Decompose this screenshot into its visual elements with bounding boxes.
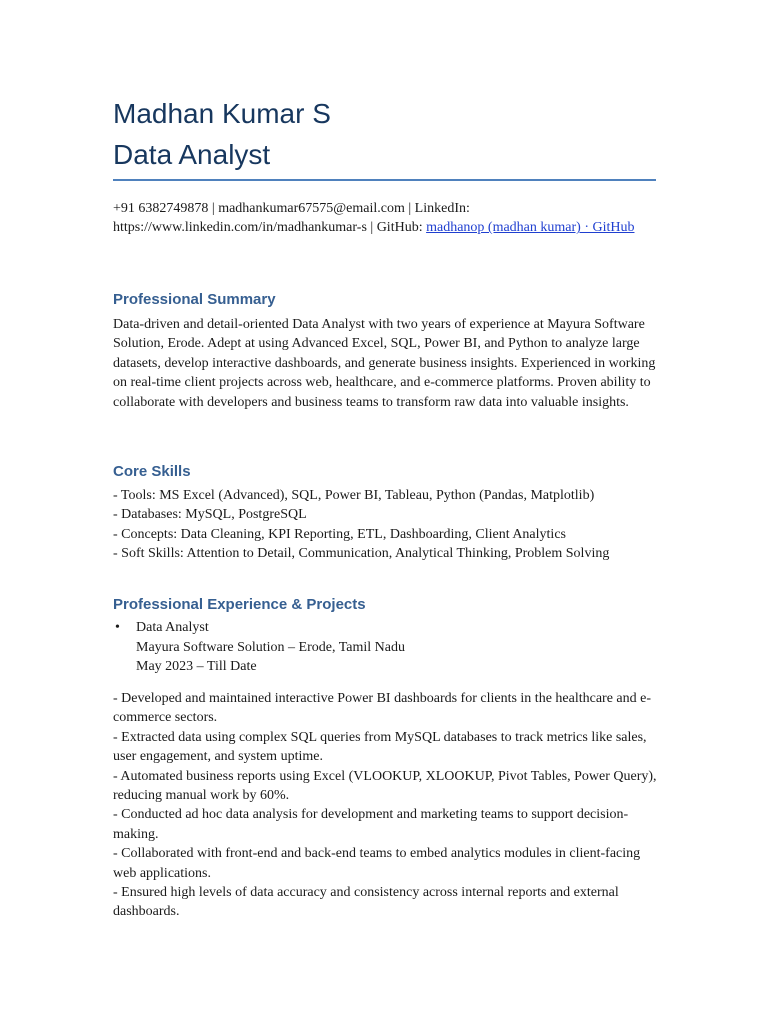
experience-item: - Automated business reports using Excel (VLOOKUP, XLOOKUP, Pivot Tables, Power Query), reducing manual work by 60%. — [113, 768, 657, 804]
skill-item-tools: - Tools: MS Excel (Advanced), SQL, Power BI, Tableau, Python (Pandas, Matplotlib) — [113, 488, 595, 503]
experience-item: - Extracted data using complex SQL queries from MySQL databases to track metrics like sales, user engagement, and system uptime. — [113, 729, 647, 765]
skill-item-concepts: - Concepts: Data Cleaning, KPI Reporting, ETL, Dashboarding, Client Analytics — [113, 526, 566, 542]
experience-heading: Professional Experience & Projects — [113, 596, 366, 613]
summary-paragraph: Data-driven and detail-oriented Data Analyst with two years of experience at Mayura Software Solution, Erode. Adept at using Advanced Excel, SQL, Power BI, and Python to analyze large datasets, develop interactive dashboards, and generate business insights. Experienced in working on real-time client projects across web, healthcare, and e-commerce platforms. Proven ability to collaborate with developers and business teams to transform raw data into valuable insights. — [113, 317, 656, 410]
skills-heading: Core Skills — [113, 463, 191, 480]
github-link[interactable]: madhanop (madhan kumar) · GitHub — [426, 220, 635, 236]
experience-item: - Conducted ad hoc data analysis for development and marketing teams to support decision-making. — [113, 807, 629, 842]
job-company: Mayura Software Solution – Erode, Tamil Nadu — [136, 639, 405, 655]
candidate-name: Madhan Kumar S — [113, 98, 331, 129]
summary-text — [113, 315, 661, 412]
experience-item: - Collaborated with front-end and back-end teams to embed analytics modules in client-facing web applications. — [113, 846, 641, 881]
job-details — [136, 618, 405, 677]
skill-item-databases: - Databases: MySQL, PostgreSQL — [113, 507, 307, 523]
contact-details: +91 6382749878 | madhankumar67575@email.com | LinkedIn: https://www.linkedin.com/in/madhankumar-s | GitHub: — [113, 201, 470, 236]
skills-list — [113, 486, 661, 564]
bullet-icon: • — [115, 620, 120, 635]
experience-list — [113, 689, 661, 922]
header-divider — [113, 179, 656, 181]
job-title: Data Analyst — [136, 620, 209, 635]
experience-item: - Ensured high levels of data accuracy and consistency across internal reports and external dashboards. — [113, 885, 619, 920]
contact-info — [113, 199, 658, 238]
skill-item-soft-skills: - Soft Skills: Attention to Detail, Communication, Analytical Thinking, Problem Solving — [113, 546, 610, 562]
candidate-role: Data Analyst — [113, 139, 271, 170]
job-dates: May 2023 – Till Date — [136, 659, 257, 675]
summary-heading: Professional Summary — [113, 291, 276, 308]
experience-item: - Developed and maintained interactive Power BI dashboards for clients in the healthcare and e-commerce sectors. — [113, 691, 652, 726]
